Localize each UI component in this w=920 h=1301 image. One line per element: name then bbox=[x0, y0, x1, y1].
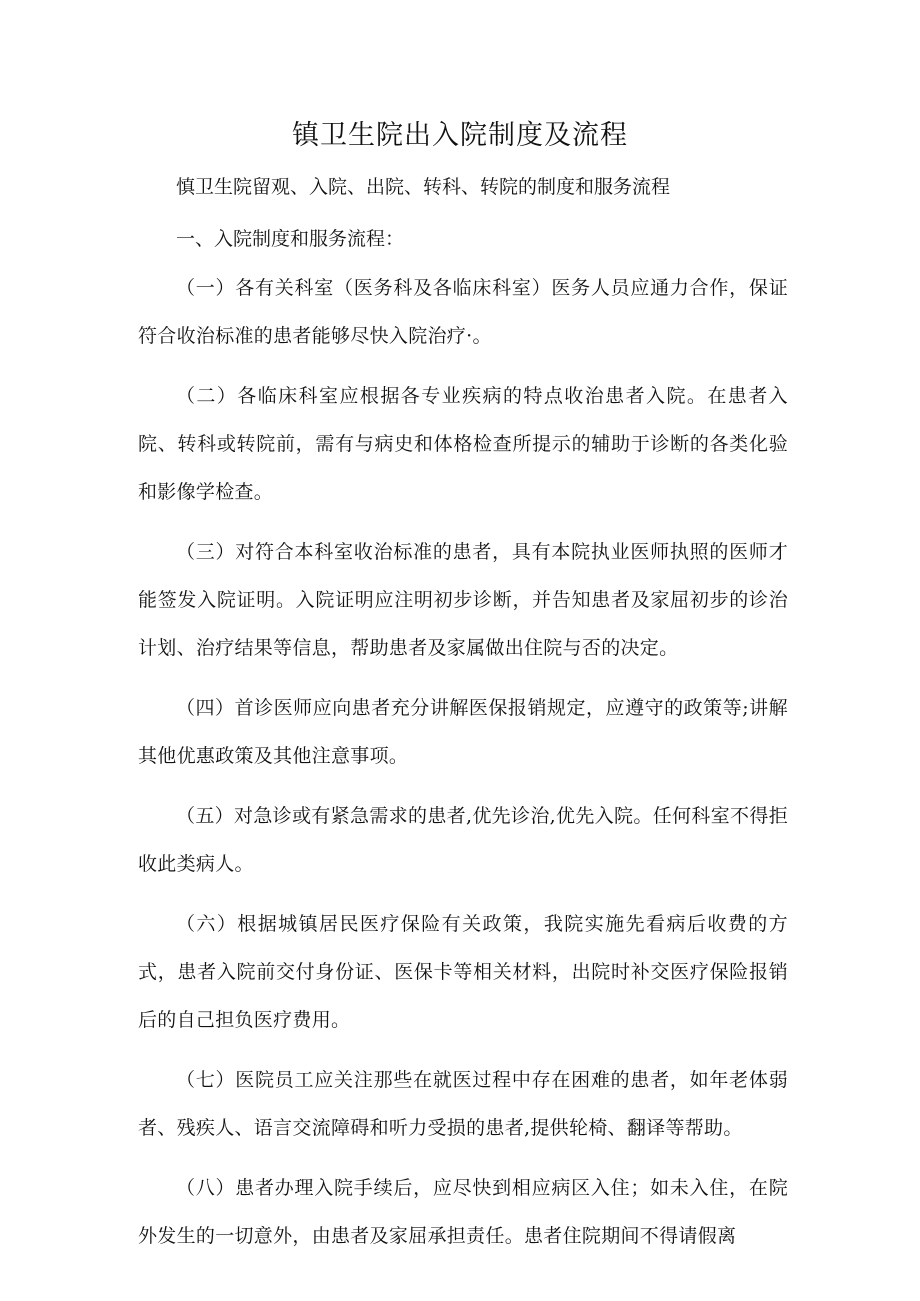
document-body bbox=[138, 264, 788, 1272]
paragraph-3: （三）对符合本科室收治标准的患者，具有本院执业医师执照的医师才能签发入院证明。入院证明应注明初步诊断，并告知患者及家屈初步的诊治计划、治疗结果等信息，帮助患者及家属做出住院与否的决定。 bbox=[138, 541, 788, 659]
paragraph-5: （五）对急诊或有紧急需求的患者,优先诊治,优先入院。任何科室不得拒收此类病人。 bbox=[138, 805, 788, 875]
document-title: 镇卫生院出入院制度及流程 bbox=[292, 120, 628, 151]
paragraph-2: （二）各临床科室应根据各专业疾病的特点收治患者入院。在患者入院、转科或转院前，需有与病史和体格检查所提示的辅助于诊断的各类化验和影像学检查。 bbox=[138, 385, 788, 503]
paragraph-1: （一）各有关科室（医务科及各临床科室）医务人员应通力合作，保证符合收治标准的患者能够尽快入院治疗·。 bbox=[138, 277, 788, 347]
section-heading: 一、入院制度和服务流程： bbox=[176, 228, 405, 250]
paragraph-7: （七）医院员工应关注那些在就医过程中存在困难的患者，如年老体弱者、残疾人、语言交流障碍和听力受损的患者,提供轮椅、翻译等帮助。 bbox=[138, 1069, 788, 1139]
document-subtitle: 慎卫生院留观、入院、出院、转科、转院的制度和服务流程 bbox=[176, 176, 671, 198]
paragraph-4: （四）首诊医师应向患者充分讲解医保报销规定，应遵守的政策等;讲解其他优惠政策及其他注意事项。 bbox=[138, 697, 788, 767]
paragraph-8: （八）患者办理入院手续后，应尽快到相应病区入住；如未入住，在院外发生的一切意外，由患者及家屈承担责任。患者住院期间不得请假离 bbox=[138, 1177, 788, 1247]
paragraph-6: （六）根据城镇居民医疗保险有关政策，我院实施先看病后收费的方式，患者入院前交付身份证、医保卡等相关材料，出院时补交医疗保险报销后的自己担负医疗费用。 bbox=[138, 913, 788, 1031]
